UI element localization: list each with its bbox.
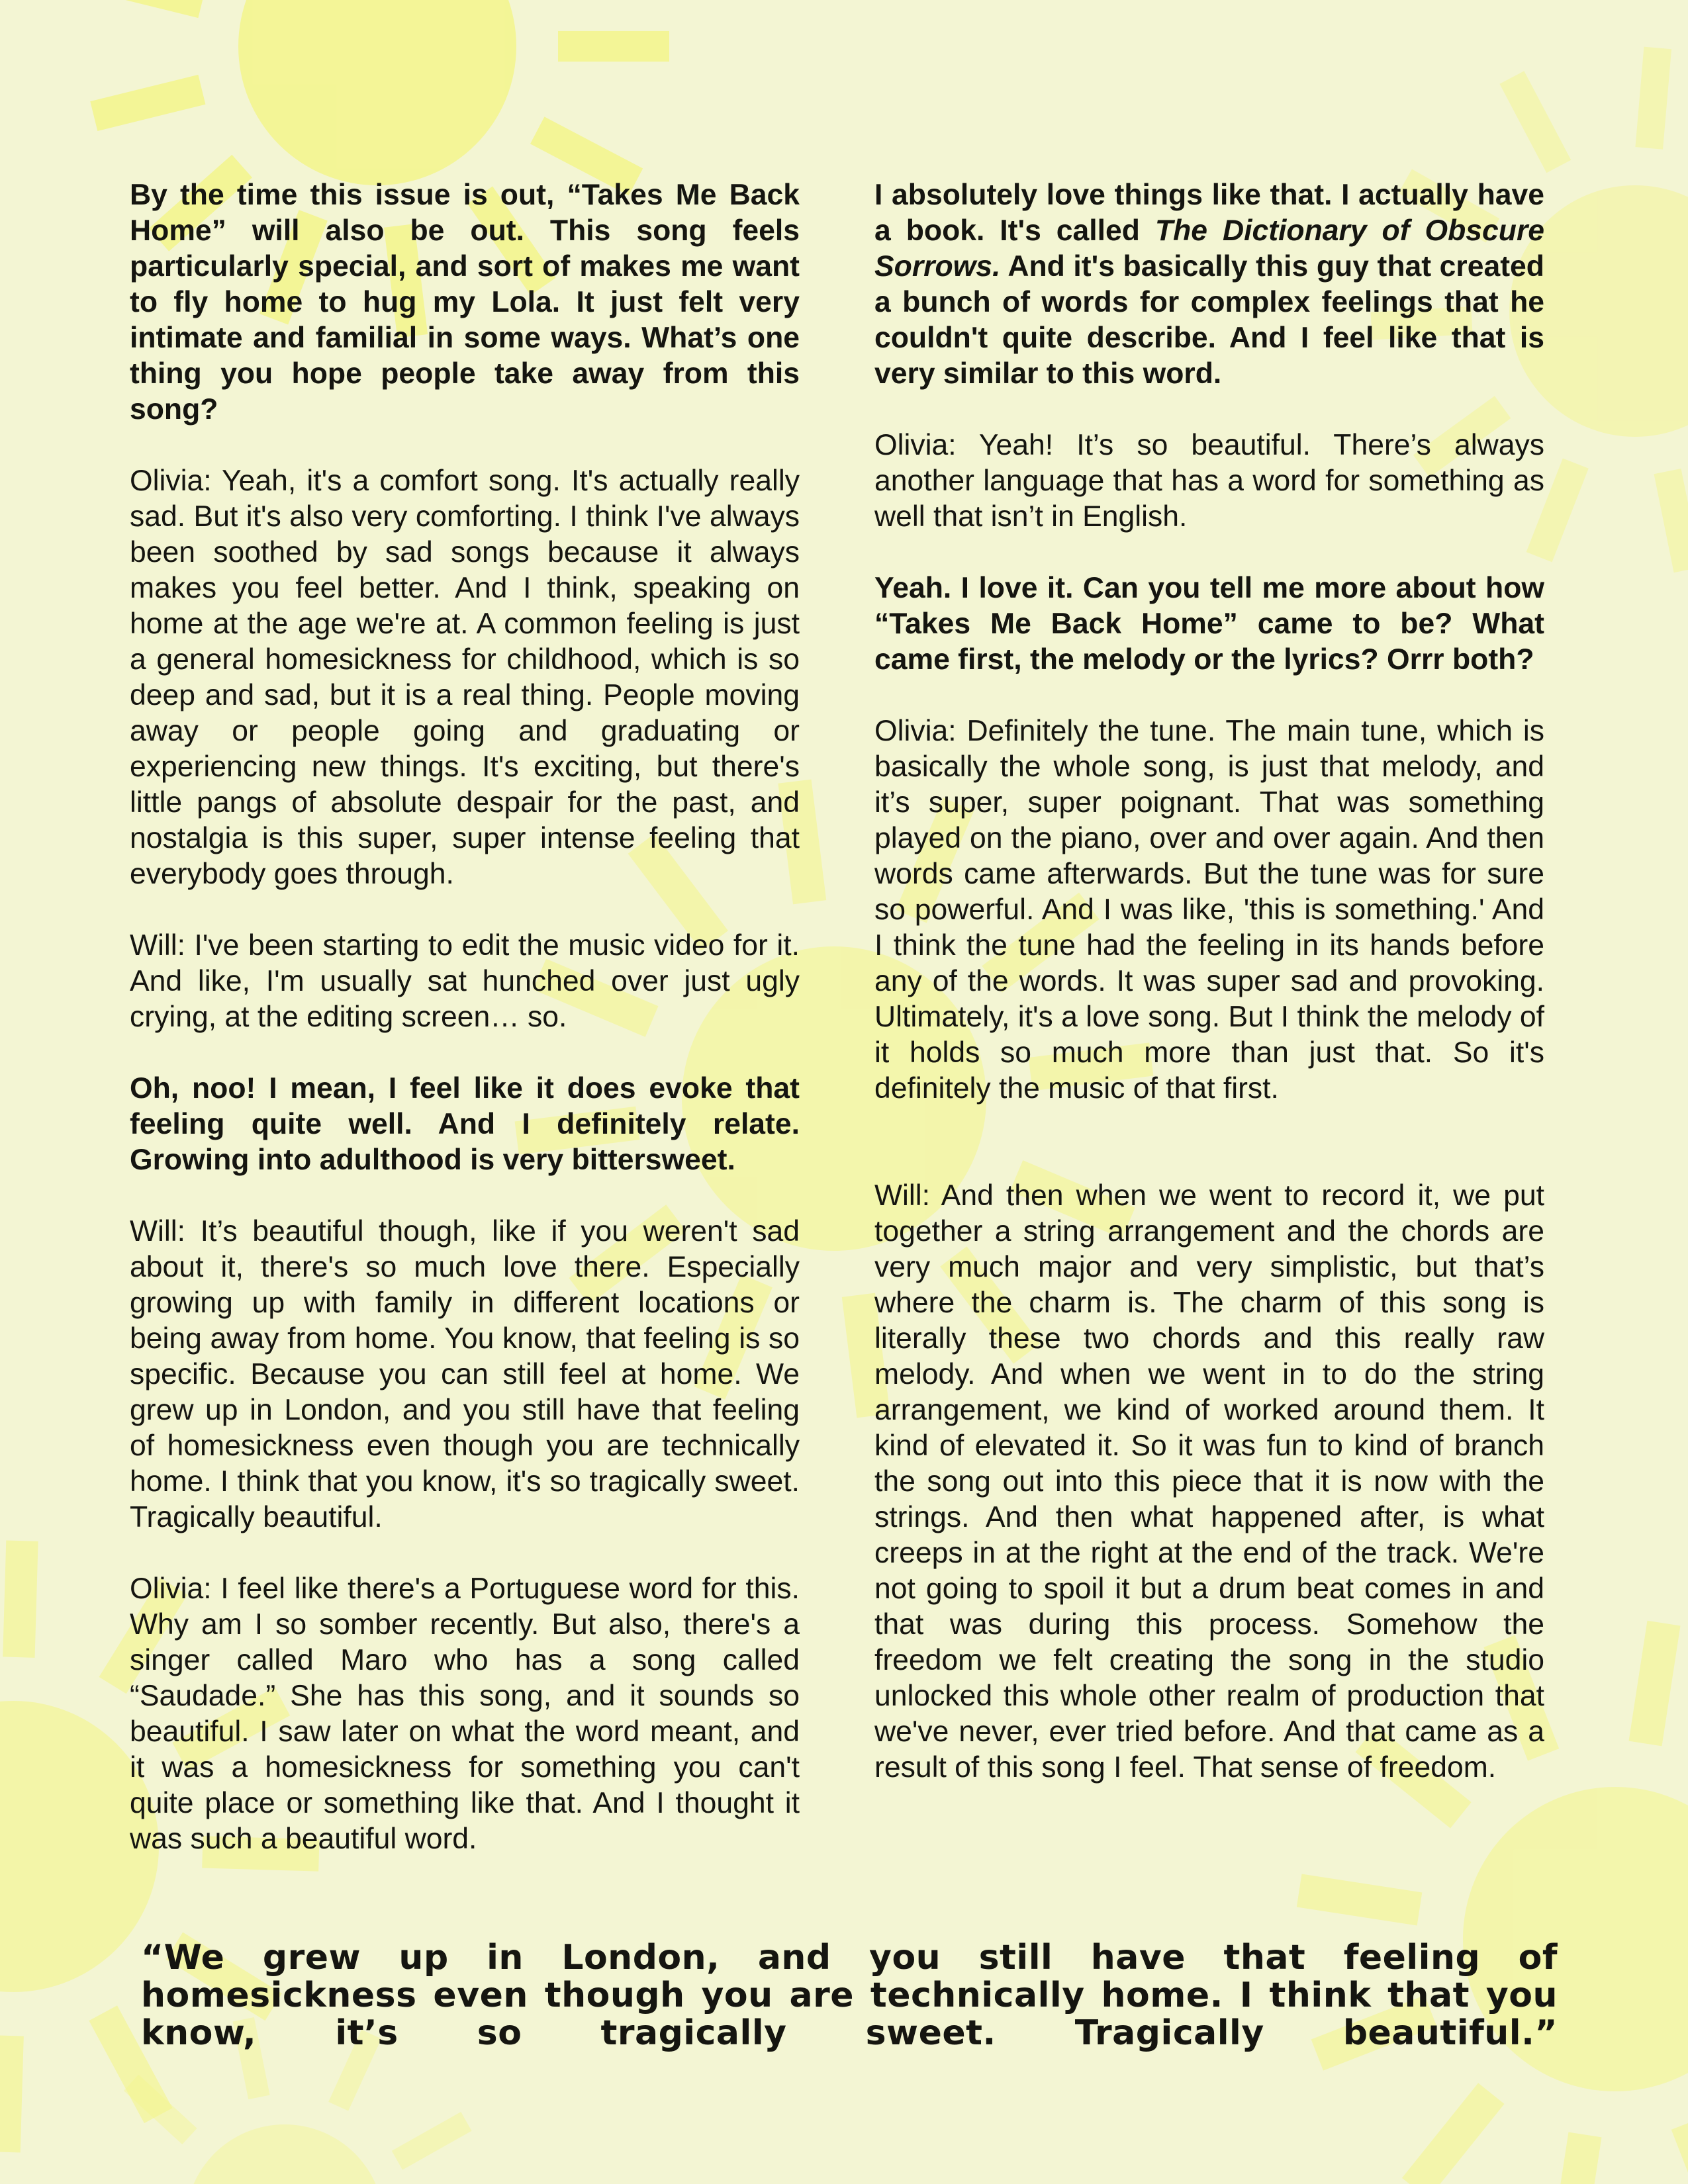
text-segment: Olivia: Definitely the tune. The main tune, which is basically the whole song, is just that melody, and it’s super, super poignant. That was something played on the piano, over and over again. And then words came afterwards. But the tune was for sure so powerful. And I was like, 'this is something.' And I think the tune had the feeling in its hands before any of the words. It was super sad and provoking. Ultimately, it's a love song. But I think the melody of it holds so much more than just that. So it's definitely the music of that first.	[874, 715, 1544, 1105]
text-segment: I absolutely love things like that. I actually have a book. It's called	[874, 179, 1544, 247]
book-title: The Dictionary of Obscure Sorrows.	[874, 214, 1545, 283]
interview-answer: Will: I've been starting to edit the music video for it. And like, I'm usually sat hunched over just ugly crying, at the editing screen… so.	[130, 929, 800, 1033]
pull-quote: “We grew up in London, and you still have that feeling of homesickness even though you are technically home. I think that you know, it’s so tragically sweet. Tragically beautiful.”	[141, 1938, 1558, 2053]
interview-question: Oh, noo! I mean, I feel like it does evoke that feeling quite well. And I definitely relate. Growing into adulthood is very bittersweet.	[130, 1072, 800, 1176]
interview-answer	[874, 713, 1544, 1107]
interview-answer	[874, 1178, 1544, 1786]
right-column	[874, 177, 1544, 1821]
text-segment: Yeah. I love it. Can you tell me more about how “Takes Me Back Home” came to be? What came first, the melody or the lyrics? Orrr both?	[874, 572, 1544, 676]
text-segment: Olivia: Yeah! It’s so beautiful. There’s always another language that has a word for something as well that isn’t in English.	[874, 429, 1544, 533]
text-segment: Will: And then when we went to record it, we put together a string arrangement and the chords are very much major and very simplistic, but that’s where the charm is. The charm of this song is literally these two chords and this really raw melody. And when we went in to do the string arrangement, we kind of worked around them. It kind of elevated it. So it was fun to kind of branch the song out into this piece that it is now with the strings. And then what happened after, is what creeps in at the right at the end of the track. We're not going to spoil it but a drum beat comes in and that was during this process. Somehow the freedom we felt creating the song in the studio unlocked this whole other realm of production that we've never, ever tried before. And that came as a result of this song I feel. That sense of freedom.	[874, 1179, 1544, 1784]
interview-answer: Olivia: Yeah, it's a comfort song. It's actually really sad. But it's also very comforting. I think I've always been soothed by sad songs because it always makes you feel better. And I think, speaking on home at the age we're at. A common feeling is just a general homesickness for childhood, which is so deep and sad, but it is a real thing. People moving away or people going and graduating or experiencing new things. It's exciting, but there's little pangs of absolute despair for the past, and nostalgia is this super, super intense feeling that everybody goes through.	[130, 465, 800, 890]
interview-answer: Olivia: I feel like there's a Portuguese word for this. Why am I so somber recently. But also, there's a singer called Maro who has a song called “Saudade.” She has this song, and it sounds so beautiful. I saw later on what the word meant, and it was a homesickness for something you can't quite place or something like that. And I thought it was such a beautiful word.	[130, 1572, 800, 1855]
interview-question	[874, 177, 1544, 392]
interview-question	[874, 570, 1544, 678]
interview-answer	[874, 428, 1544, 535]
left-column	[130, 177, 800, 1893]
paragraph-spacer	[874, 1142, 1544, 1178]
interview-question: By the time this issue is out, “Takes Me Back Home” will also be out. This song feels particularly special, and sort of makes me want to fly home to hug my Lola. It just felt very intimate and familial in some ways. What’s one thing you hope people take away from this song?	[130, 179, 800, 426]
interview-answer: Will: It’s beautiful though, like if you weren't sad about it, there's so much love there. Especially growing up with family in different locations or being away from home. You know, that feeling is so specific. Because you can still feel at home. We grew up in London, and you still have that feeling of homesickness even though you are technically home. I think that you know, it's so tragically sweet. Tragically beautiful.	[130, 1215, 800, 1533]
text-segment: And it's basically this guy that created a bunch of words for complex feelings that he couldn't quite describe. And I feel like that is very similar to this word.	[874, 250, 1544, 390]
